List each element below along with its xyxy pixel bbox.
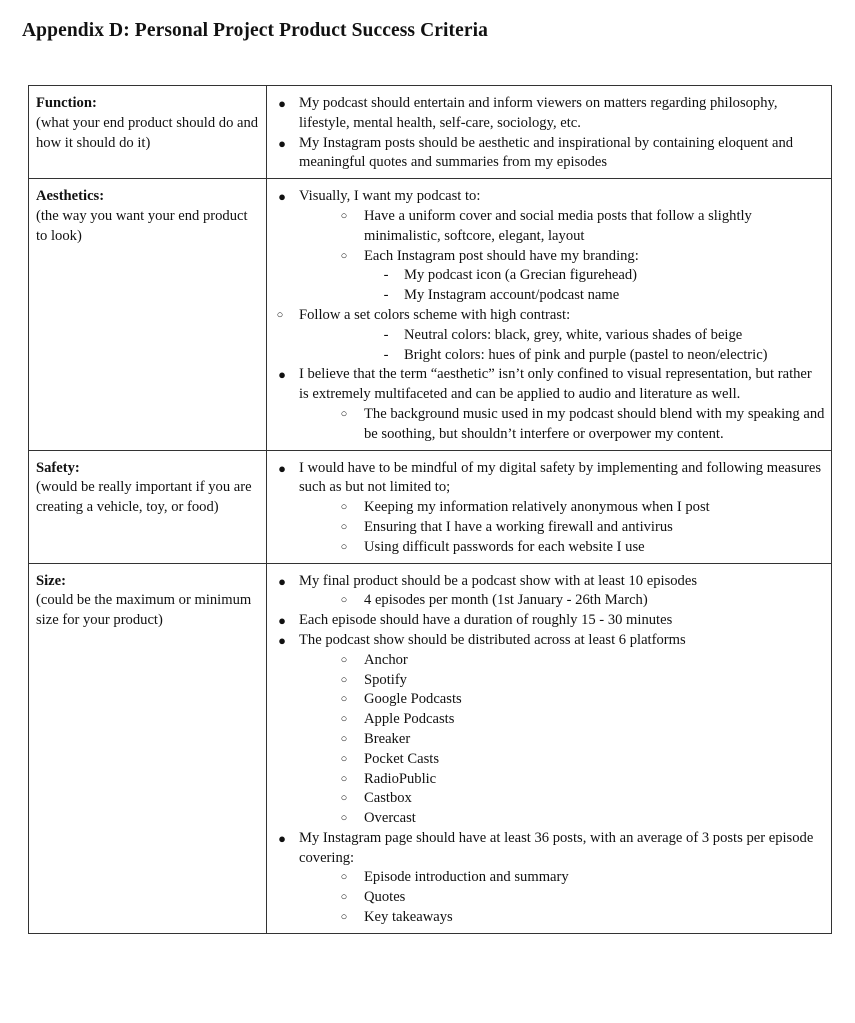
bullet-marker: - [383, 287, 389, 304]
bullet-marker: ○ [340, 249, 348, 262]
list-item-text: Breaker [364, 730, 411, 747]
list-item-text: My final product should be a podcast show with at least 10 episodes [299, 572, 698, 589]
list-item [271, 572, 825, 592]
list-item-text: Each Instagram post should have my branding: [364, 247, 639, 264]
list-item [271, 187, 825, 207]
bullet-marker: ○ [340, 594, 348, 607]
bullet-marker: ○ [340, 693, 348, 706]
criteria-details-cell [267, 179, 832, 450]
list-item-text: Neutral colors: black, grey, white, various shades of beige [404, 326, 743, 343]
list-item [271, 247, 825, 267]
bullet-marker: ○ [340, 871, 348, 884]
list-item-text: My podcast icon (a Grecian figurehead) [404, 267, 637, 284]
list-item-text: Anchor [364, 651, 408, 668]
bullet-marker: ○ [340, 792, 348, 805]
criteria-row-size [29, 563, 832, 933]
list-item-text: Visually, I want my podcast to: [299, 188, 481, 205]
bullet-marker: ○ [340, 812, 348, 825]
list-item-text: RadioPublic [364, 770, 437, 787]
list-item [271, 908, 825, 928]
bullet-marker: ○ [340, 713, 348, 726]
bullet-marker: ○ [340, 540, 348, 553]
criterion-description: (would be really important if you are creating a vehicle, toy, or food) [36, 479, 252, 516]
list-item-text: Castbox [364, 790, 412, 807]
criterion-description: (could be the maximum or minimum size for your product) [36, 592, 252, 629]
bullet-marker: ○ [340, 752, 348, 765]
bullet-marker: ○ [340, 772, 348, 785]
list-item-text: Using difficult passwords for each website I use [364, 538, 645, 555]
criteria-row-safety [29, 450, 832, 563]
criteria-label-cell [29, 179, 267, 450]
bullet-marker: ● [278, 367, 286, 383]
list-item [271, 809, 825, 829]
criterion-name: Function: [36, 95, 97, 111]
bullet-marker: ○ [340, 209, 348, 222]
list-item-text: Each episode should have a duration of roughly 15 - 30 minutes [299, 612, 673, 629]
list-item-text: Spotify [364, 671, 407, 688]
list-item [271, 346, 825, 366]
list-item [271, 710, 825, 730]
bullet-marker: ○ [340, 891, 348, 904]
criteria-label-cell [29, 86, 267, 179]
list-item-text: Follow a set colors scheme with high contrast: [299, 306, 571, 323]
bullet-marker: ○ [340, 732, 348, 745]
list-item [271, 405, 825, 445]
list-item-text: My Instagram page should have at least 36 posts, with an average of 3 posts per episode covering: [299, 829, 814, 866]
list-item-text: Have a uniform cover and social media posts that follow a slightly minimalistic, softcore, elegant, layout [364, 207, 752, 244]
list-item-text: Pocket Casts [364, 750, 439, 767]
list-item-text: I would have to be mindful of my digital safety by implementing and following measures such as but not limited to; [299, 459, 822, 496]
list-item [271, 538, 825, 558]
bullet-marker: - [383, 326, 389, 343]
criteria-details-cell [267, 450, 832, 563]
list-item-text: Episode introduction and summary [364, 869, 569, 886]
list-item-text: 4 episodes per month (1st January - 26th March) [364, 592, 648, 609]
list-item-text: Ensuring that I have a working firewall and antivirus [364, 518, 673, 535]
criteria-details-cell [267, 563, 832, 933]
bullet-marker: ○ [340, 653, 348, 666]
list-item-text: My Instagram posts should be aesthetic and inspirational by containing eloquent and meaningful quotes and summaries from my episodes [299, 134, 794, 171]
list-item [271, 690, 825, 710]
criterion-name: Aesthetics: [36, 188, 105, 205]
bullet-marker: - [383, 346, 389, 363]
criteria-details-cell [267, 86, 832, 179]
list-item [271, 651, 825, 671]
list-item-text: My podcast should entertain and inform viewers on matters regarding philosophy, lifestyle, mental health, self-care, sociology, etc. [299, 95, 778, 131]
criterion-description: (what your end product should do and how it should do it) [36, 114, 259, 151]
list-item [271, 518, 825, 538]
list-item [271, 459, 825, 499]
list-item [271, 611, 825, 631]
bullet-marker: ○ [340, 407, 348, 420]
list-item [271, 286, 825, 306]
list-item [271, 591, 825, 611]
bullet-marker: ● [278, 96, 286, 111]
bullet-marker: ● [278, 460, 286, 476]
list-item-text: Overcast [364, 810, 416, 827]
list-item-text: The background music used in my podcast should blend with my speaking and be soothing, but shouldn’t interfere or overpower my content. [364, 405, 825, 442]
list-item-text: The podcast show should be distributed across at least 6 platforms [299, 631, 686, 648]
criteria-row-aesthetics [29, 179, 832, 450]
bullet-marker: ● [278, 613, 286, 629]
list-item-text: Key takeaways [364, 909, 453, 926]
list-item [271, 134, 825, 174]
criterion-description: (the way you want your end product to look) [36, 207, 248, 244]
bullet-marker: ● [278, 632, 286, 648]
list-item-text: Keeping my information relatively anonymous when I post [364, 499, 710, 516]
list-item [271, 829, 825, 869]
list-item-text: Quotes [364, 889, 406, 906]
list-item [271, 365, 825, 405]
bullet-marker: ○ [340, 911, 348, 924]
criterion-name: Safety: [36, 459, 80, 476]
bullet-marker: ○ [340, 501, 348, 514]
bullet-marker: ● [278, 830, 286, 846]
list-item [271, 770, 825, 790]
list-item-text: I believe that the term “aesthetic” isn’t only confined to visual representation, but rather is extremely multifaceted and can be applied to audio and literature as well. [299, 366, 812, 403]
criteria-label-cell [29, 563, 267, 933]
list-item-text: My Instagram account/podcast name [404, 287, 620, 304]
list-item-text: Bright colors: hues of pink and purple (pastel to neon/electric) [404, 346, 768, 363]
bullet-marker: ● [278, 189, 286, 205]
list-item-text: Apple Podcasts [364, 711, 455, 728]
list-item [271, 671, 825, 691]
bullet-marker: ○ [276, 308, 284, 321]
list-item [271, 888, 825, 908]
bullet-marker: ○ [340, 520, 348, 533]
bullet-marker: ○ [340, 673, 348, 686]
list-item [271, 730, 825, 750]
criterion-name: Size: [36, 572, 66, 589]
list-item [271, 266, 825, 286]
list-item [271, 306, 825, 326]
list-item [271, 750, 825, 770]
list-item [271, 631, 825, 651]
list-item [271, 207, 825, 247]
criteria-row-function [29, 86, 832, 179]
page-title: Appendix D: Personal Project Product Success Criteria [22, 20, 489, 41]
list-item [271, 498, 825, 518]
criteria-label-cell [29, 450, 267, 563]
list-item [271, 326, 825, 346]
bullet-marker: ● [278, 573, 286, 589]
list-item-text: Google Podcasts [364, 691, 462, 708]
list-item [271, 94, 825, 134]
criteria-table [28, 85, 832, 934]
bullet-marker: - [383, 267, 389, 284]
bullet-marker: ● [278, 135, 286, 151]
list-item [271, 789, 825, 809]
list-item [271, 868, 825, 888]
